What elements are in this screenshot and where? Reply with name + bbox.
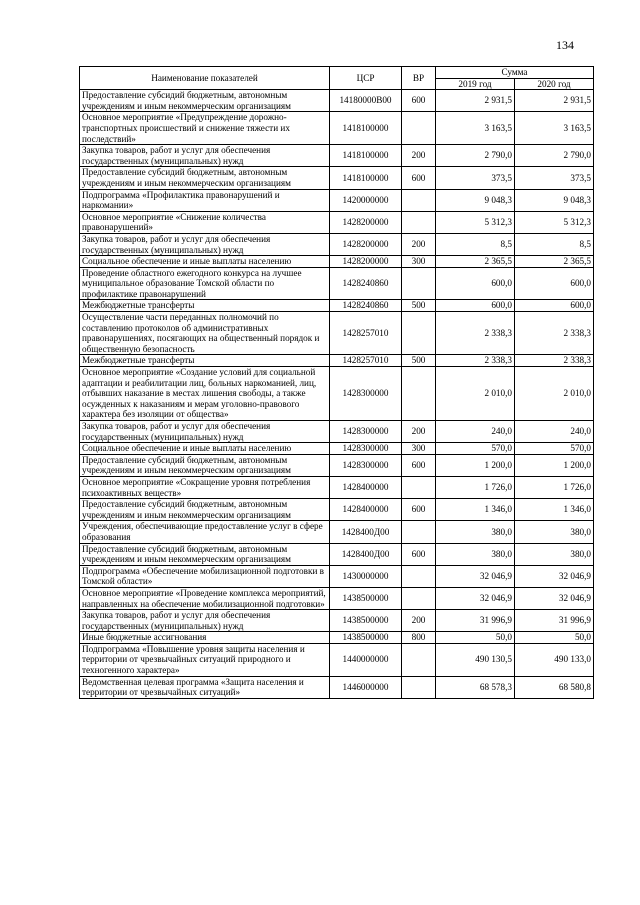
row-name-cell: Проведение областного ежегодного конкурса на лучшее муниципальное образование Томской области по профилактике правонарушений [80, 267, 330, 300]
row-name-cell: Межбюджетные трансферты [80, 300, 330, 312]
row-vr-cell [402, 476, 436, 498]
row-name-cell: Осуществление части переданных полномочий по составлению протоколов об административных правонарушениях, посягающих на общественный порядок и общественную безопасность [80, 312, 330, 355]
table-row [80, 565, 594, 587]
row-sum-2020-cell: 68 580,8 [515, 676, 594, 698]
table-row [80, 443, 594, 455]
row-csr-cell: 1418100000 [330, 112, 402, 145]
row-csr-cell: 1428400Д00 [330, 543, 402, 565]
table-row [80, 211, 594, 233]
table-row [80, 112, 594, 145]
row-name-cell: Иные бюджетные ассигнования [80, 632, 330, 644]
row-sum-2020-cell: 2 338,3 [515, 312, 594, 355]
row-sum-2019-cell: 2 931,5 [436, 90, 515, 112]
row-csr-cell: 1420000000 [330, 189, 402, 211]
row-sum-2019-cell: 600,0 [436, 300, 515, 312]
table-header [80, 67, 594, 90]
row-vr-cell [402, 587, 436, 609]
row-csr-cell: 1446000000 [330, 676, 402, 698]
row-name-cell: Предоставление субсидий бюджетным, автономным учреждениям и иным некоммерческим организациям [80, 499, 330, 521]
row-sum-2020-cell: 3 163,5 [515, 112, 594, 145]
row-csr-cell: 14180000В00 [330, 90, 402, 112]
row-sum-2020-cell: 373,5 [515, 167, 594, 189]
row-csr-cell: 1440000000 [330, 643, 402, 676]
row-sum-2020-cell: 1 200,0 [515, 454, 594, 476]
table-row [80, 676, 594, 698]
row-vr-cell: 500 [402, 355, 436, 367]
row-sum-2019-cell: 32 046,9 [436, 587, 515, 609]
row-csr-cell: 1428400Д00 [330, 521, 402, 543]
row-sum-2019-cell: 32 046,9 [436, 565, 515, 587]
row-name-cell: Учреждения, обеспечивающие предоставление услуг в сфере образования [80, 521, 330, 543]
header-sum: Сумма [436, 67, 594, 79]
table-body [80, 90, 594, 699]
row-csr-cell: 1428240860 [330, 300, 402, 312]
row-sum-2020-cell: 1 726,0 [515, 476, 594, 498]
row-sum-2019-cell: 2 790,0 [436, 145, 515, 167]
row-sum-2019-cell: 570,0 [436, 443, 515, 455]
row-csr-cell: 1438500000 [330, 610, 402, 632]
row-name-cell: Предоставление субсидий бюджетным, автономным учреждениям и иным некоммерческим организациям [80, 90, 330, 112]
row-sum-2019-cell: 2 010,0 [436, 367, 515, 421]
row-csr-cell: 1428200000 [330, 233, 402, 255]
row-sum-2020-cell: 2 931,5 [515, 90, 594, 112]
row-csr-cell: 1428400000 [330, 476, 402, 498]
table-row [80, 312, 594, 355]
row-sum-2019-cell: 2 338,3 [436, 312, 515, 355]
row-sum-2020-cell: 1 346,0 [515, 499, 594, 521]
row-sum-2019-cell: 2 338,3 [436, 355, 515, 367]
header-year-2020: 2020 год [515, 78, 594, 90]
row-vr-cell: 200 [402, 145, 436, 167]
row-sum-2019-cell: 68 578,3 [436, 676, 515, 698]
row-csr-cell: 1428200000 [330, 256, 402, 268]
row-vr-cell: 600 [402, 167, 436, 189]
table-row [80, 167, 594, 189]
row-name-cell: Социальное обеспечение и иные выплаты населению [80, 443, 330, 455]
table-row [80, 610, 594, 632]
row-csr-cell: 1428400000 [330, 499, 402, 521]
row-vr-cell [402, 189, 436, 211]
row-name-cell: Социальное обеспечение и иные выплаты населению [80, 256, 330, 268]
row-name-cell: Закупка товаров, работ и услуг для обеспечения государственных (муниципальных) нужд [80, 233, 330, 255]
row-csr-cell: 1428300000 [330, 454, 402, 476]
row-name-cell: Основное мероприятие «Снижение количества правонарушений» [80, 211, 330, 233]
row-sum-2020-cell: 380,0 [515, 521, 594, 543]
row-vr-cell: 300 [402, 443, 436, 455]
table-row [80, 256, 594, 268]
row-sum-2019-cell: 1 726,0 [436, 476, 515, 498]
row-sum-2019-cell: 600,0 [436, 267, 515, 300]
row-name-cell: Основное мероприятие «Проведение комплекса мероприятий, направленных на обеспечение мобилизационной подготовки» [80, 587, 330, 609]
row-name-cell: Закупка товаров, работ и услуг для обеспечения государственных (муниципальных) нужд [80, 610, 330, 632]
row-sum-2019-cell: 5 312,3 [436, 211, 515, 233]
header-year-2019: 2019 год [436, 78, 515, 90]
table-row [80, 189, 594, 211]
table-row [80, 267, 594, 300]
row-sum-2020-cell: 490 133,0 [515, 643, 594, 676]
table-row [80, 499, 594, 521]
row-sum-2019-cell: 240,0 [436, 421, 515, 443]
row-csr-cell: 1428300000 [330, 443, 402, 455]
row-name-cell: Предоставление субсидий бюджетным, автономным учреждениям и иным некоммерческим организациям [80, 543, 330, 565]
table-row [80, 233, 594, 255]
row-sum-2019-cell: 380,0 [436, 543, 515, 565]
row-vr-cell: 600 [402, 499, 436, 521]
row-sum-2020-cell: 31 996,9 [515, 610, 594, 632]
row-sum-2020-cell: 380,0 [515, 543, 594, 565]
header-name: Наименование показателей [80, 67, 330, 90]
row-sum-2019-cell: 3 163,5 [436, 112, 515, 145]
row-csr-cell: 1430000000 [330, 565, 402, 587]
row-sum-2019-cell: 9 048,3 [436, 189, 515, 211]
row-vr-cell: 600 [402, 543, 436, 565]
row-vr-cell: 200 [402, 233, 436, 255]
row-vr-cell [402, 643, 436, 676]
row-sum-2019-cell: 373,5 [436, 167, 515, 189]
header-csr: ЦСР [330, 67, 402, 90]
row-name-cell: Ведомственная целевая программа «Защита населения и территории от чрезвычайных ситуаций» [80, 676, 330, 698]
row-name-cell: Закупка товаров, работ и услуг для обеспечения государственных (муниципальных) нужд [80, 145, 330, 167]
row-vr-cell: 300 [402, 256, 436, 268]
row-csr-cell: 1438500000 [330, 632, 402, 644]
row-csr-cell: 1428257010 [330, 355, 402, 367]
row-sum-2019-cell: 8,5 [436, 233, 515, 255]
row-sum-2019-cell: 31 996,9 [436, 610, 515, 632]
row-name-cell: Закупка товаров, работ и услуг для обеспечения государственных (муниципальных) нужд [80, 421, 330, 443]
row-csr-cell: 1428300000 [330, 367, 402, 421]
row-name-cell: Подпрограмма «Повышение уровня защиты населения и территории от чрезвычайных ситуаций природного и техногенного характера» [80, 643, 330, 676]
row-name-cell: Предоставление субсидий бюджетным, автономным учреждениям и иным некоммерческим организациям [80, 454, 330, 476]
row-sum-2019-cell: 380,0 [436, 521, 515, 543]
table-row [80, 367, 594, 421]
row-name-cell: Основное мероприятие «Сокращение уровня потребления психоактивных веществ» [80, 476, 330, 498]
table-row [80, 454, 594, 476]
row-vr-cell: 200 [402, 421, 436, 443]
table-row [80, 643, 594, 676]
row-sum-2019-cell: 2 365,5 [436, 256, 515, 268]
row-vr-cell [402, 565, 436, 587]
row-vr-cell [402, 112, 436, 145]
row-sum-2020-cell: 570,0 [515, 443, 594, 455]
row-sum-2020-cell: 8,5 [515, 233, 594, 255]
row-vr-cell [402, 312, 436, 355]
row-sum-2020-cell: 2 010,0 [515, 367, 594, 421]
row-sum-2020-cell: 50,0 [515, 632, 594, 644]
row-csr-cell: 1418100000 [330, 145, 402, 167]
table-row [80, 90, 594, 112]
row-vr-cell [402, 521, 436, 543]
header-vr: ВР [402, 67, 436, 90]
row-name-cell: Основное мероприятие «Предупреждение дорожно-транспортных происшествий и снижение тяжести их последствий» [80, 112, 330, 145]
row-csr-cell: 1428300000 [330, 421, 402, 443]
row-name-cell: Межбюджетные трансферты [80, 355, 330, 367]
row-csr-cell: 1438500000 [330, 587, 402, 609]
row-vr-cell: 600 [402, 454, 436, 476]
row-name-cell: Основное мероприятие «Создание условий для социальной адаптации и реабилитации лиц, больных наркоманией, лиц, отбывших наказание в местах лишения свободы, а также осужденных к наказаниям и мерам уголовно-правового характера без изоляции от общества» [80, 367, 330, 421]
page-number: 134 [556, 38, 574, 52]
row-sum-2020-cell: 2 365,5 [515, 256, 594, 268]
row-sum-2020-cell: 32 046,9 [515, 587, 594, 609]
row-vr-cell: 800 [402, 632, 436, 644]
row-vr-cell [402, 267, 436, 300]
table-row [80, 476, 594, 498]
row-vr-cell: 200 [402, 610, 436, 632]
row-sum-2019-cell: 1 200,0 [436, 454, 515, 476]
row-name-cell: Подпрограмма «Обеспечение мобилизационной подготовки в Томской области» [80, 565, 330, 587]
row-csr-cell: 1428240860 [330, 267, 402, 300]
row-sum-2019-cell: 1 346,0 [436, 499, 515, 521]
row-sum-2020-cell: 9 048,3 [515, 189, 594, 211]
row-vr-cell [402, 367, 436, 421]
row-sum-2020-cell: 2 790,0 [515, 145, 594, 167]
table-row [80, 587, 594, 609]
row-vr-cell [402, 676, 436, 698]
table-row [80, 543, 594, 565]
row-csr-cell: 1428200000 [330, 211, 402, 233]
table-row [80, 355, 594, 367]
row-name-cell: Предоставление субсидий бюджетным, автономным учреждениям и иным некоммерческим организациям [80, 167, 330, 189]
row-csr-cell: 1418100000 [330, 167, 402, 189]
row-vr-cell: 500 [402, 300, 436, 312]
row-sum-2020-cell: 5 312,3 [515, 211, 594, 233]
row-sum-2020-cell: 240,0 [515, 421, 594, 443]
row-csr-cell: 1428257010 [330, 312, 402, 355]
table-row [80, 632, 594, 644]
budget-table [79, 66, 594, 699]
table-row [80, 421, 594, 443]
row-sum-2020-cell: 600,0 [515, 300, 594, 312]
row-sum-2019-cell: 490 130,5 [436, 643, 515, 676]
row-vr-cell: 600 [402, 90, 436, 112]
row-name-cell: Подпрограмма «Профилактика правонарушений и наркомании» [80, 189, 330, 211]
row-sum-2019-cell: 50,0 [436, 632, 515, 644]
row-vr-cell [402, 211, 436, 233]
table-row [80, 145, 594, 167]
row-sum-2020-cell: 32 046,9 [515, 565, 594, 587]
table-row [80, 300, 594, 312]
row-sum-2020-cell: 2 338,3 [515, 355, 594, 367]
row-sum-2020-cell: 600,0 [515, 267, 594, 300]
table-row [80, 521, 594, 543]
